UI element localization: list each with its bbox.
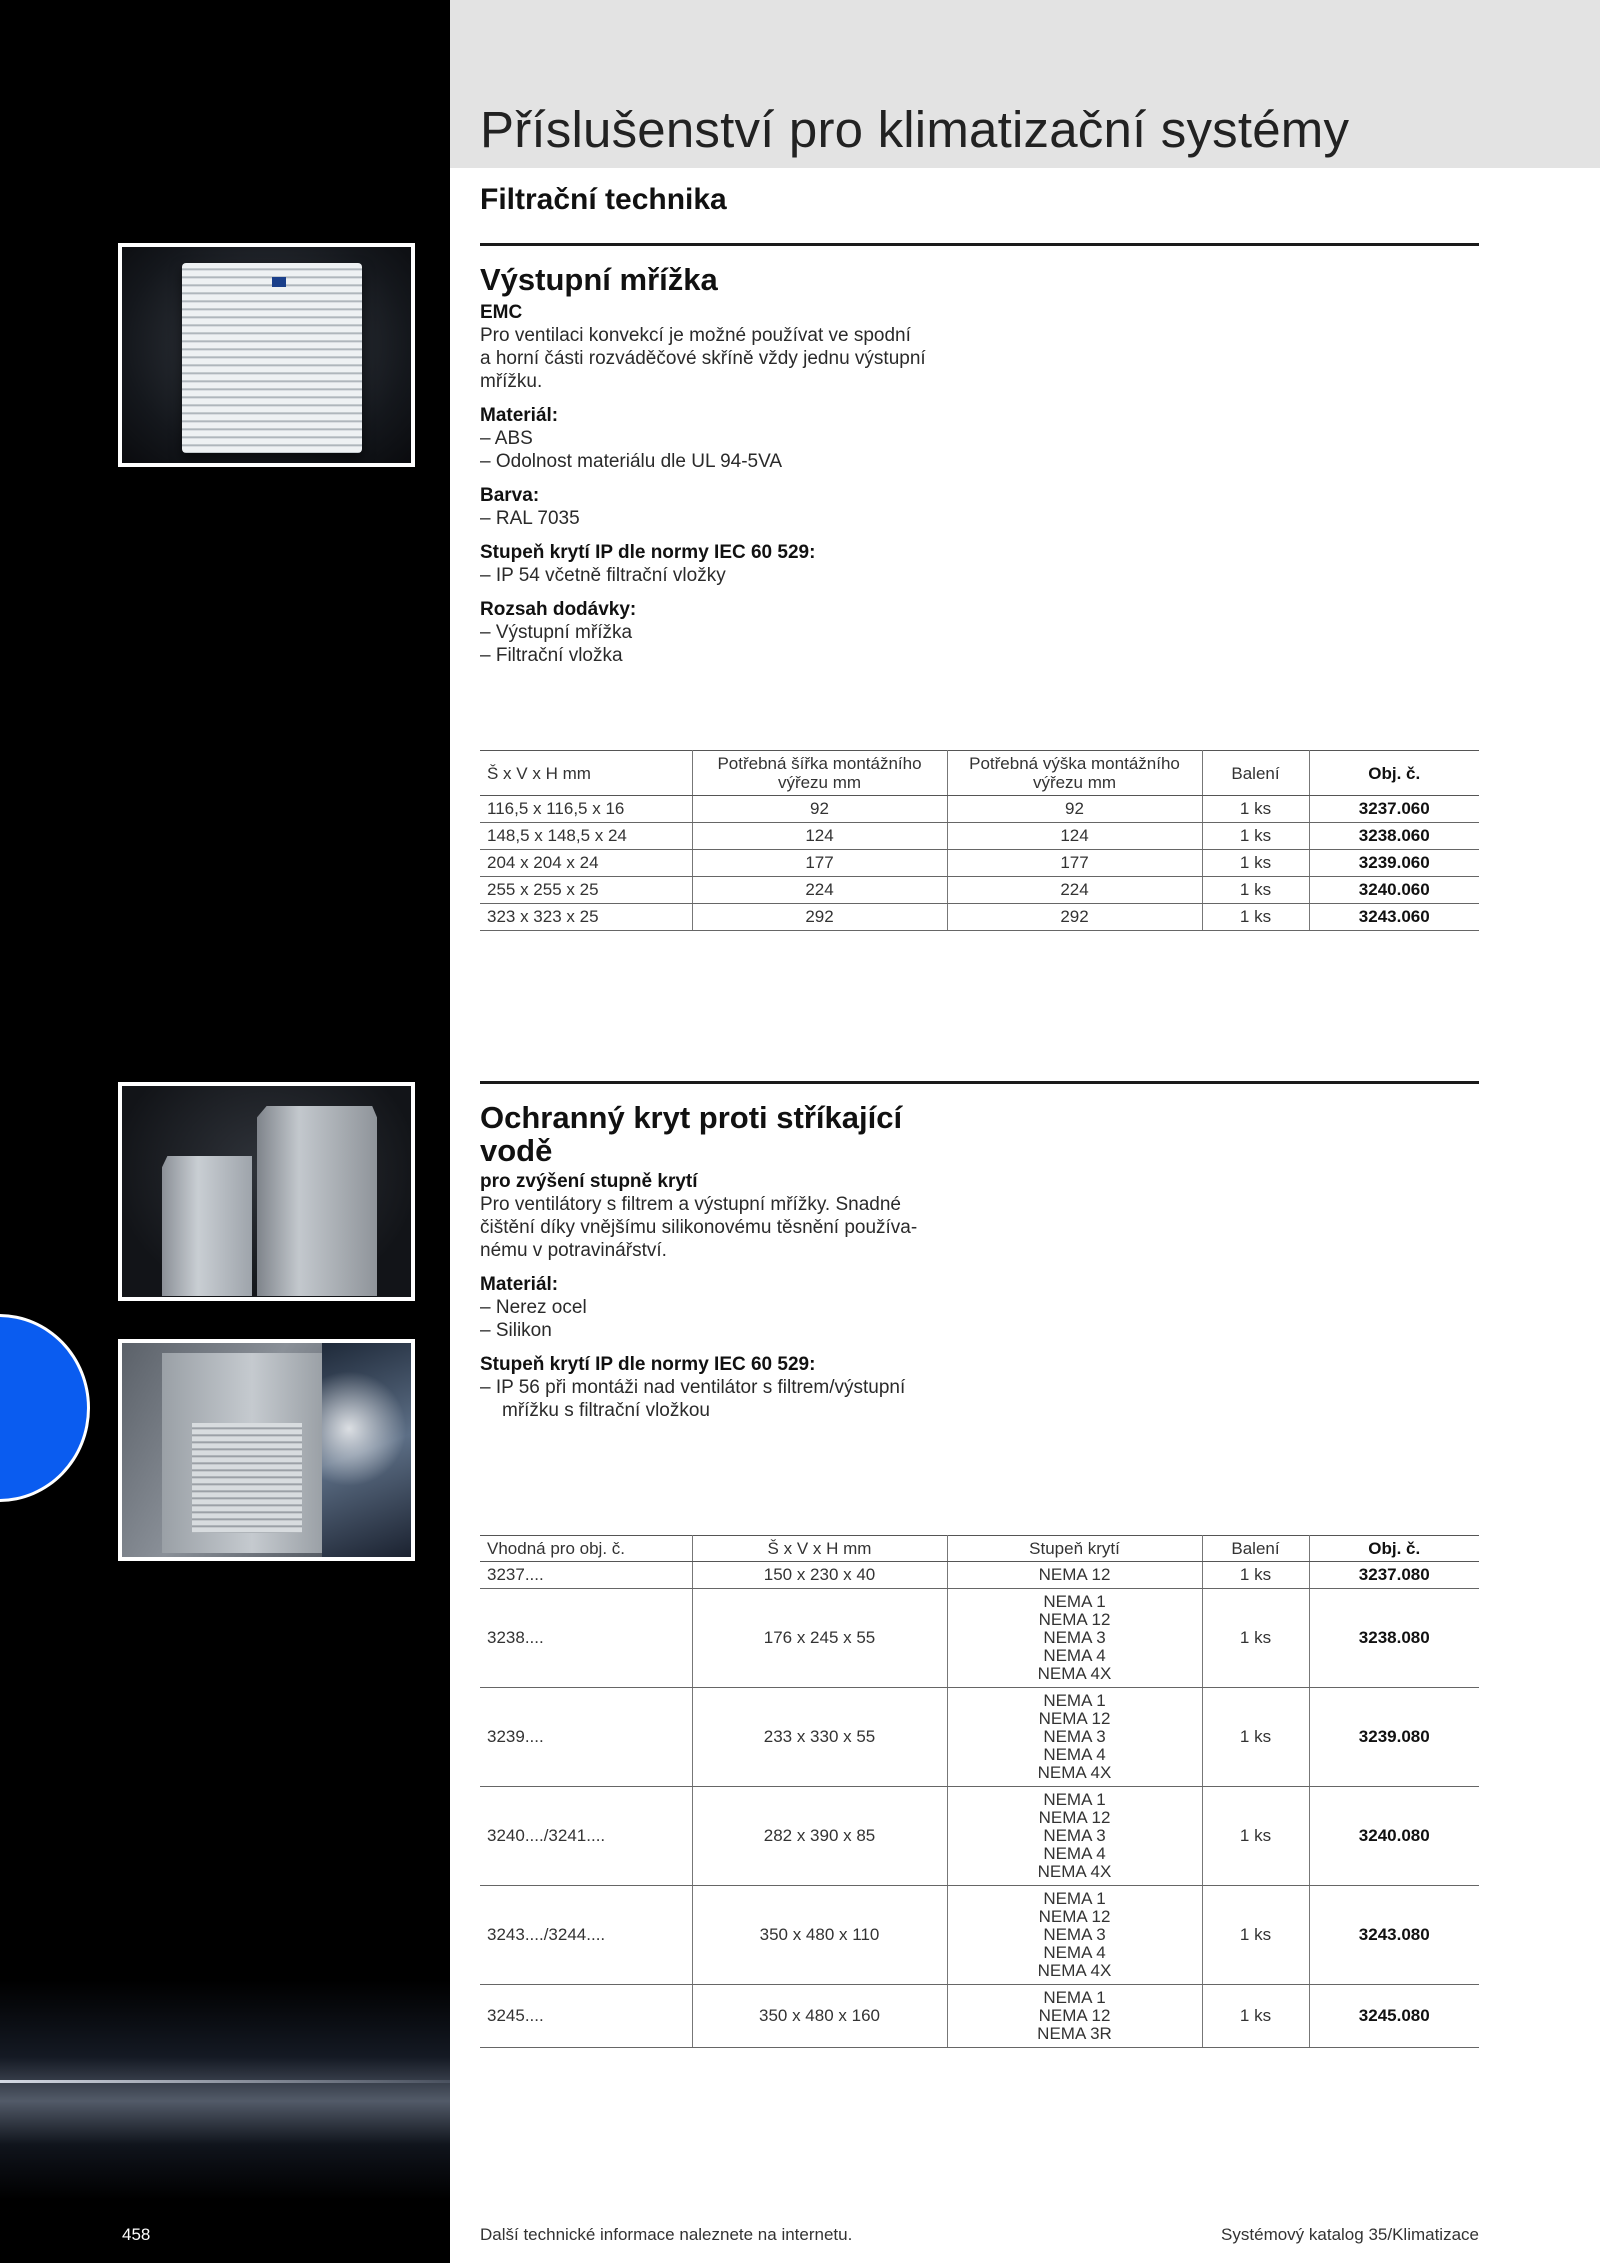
- protection-rating: NEMA 1: [1043, 1889, 1106, 1908]
- product-2-desc-line: nému v potravinářství.: [480, 1240, 667, 1261]
- order-number-cell: 3243.060: [1309, 904, 1479, 931]
- splash-cover-photo: [118, 1082, 415, 1301]
- table-row: [480, 796, 1479, 823]
- grille-image: [182, 263, 362, 453]
- protection-rating: NEMA 12: [1038, 1808, 1111, 1827]
- table-cell: 3240..../3241....: [480, 1787, 692, 1886]
- table-cell: 1 ks: [1202, 1985, 1309, 2048]
- material-label: Materiál:: [480, 405, 559, 426]
- material-item: – Silikon: [480, 1320, 552, 1341]
- table-row: [480, 1886, 1479, 1985]
- table-row: [480, 1562, 1479, 1589]
- product-2-desc-line: čištění díky vnějšímu silikonovému těsnění používa-: [480, 1217, 918, 1238]
- table-cell: 92: [947, 796, 1202, 823]
- table-cell: 1 ks: [1202, 877, 1309, 904]
- product-2-details: [480, 1170, 980, 1422]
- product-1-desc-line: Pro ventilaci konvekcí je možné používat ve spodní: [480, 325, 911, 346]
- table-cell: 3245....: [480, 1985, 692, 2048]
- protection-rating: NEMA 4X: [1037, 1664, 1112, 1683]
- protection-rating: NEMA 4: [1043, 1745, 1106, 1764]
- protection-rating: NEMA 3: [1043, 1826, 1106, 1845]
- table-cell: 177: [692, 850, 947, 877]
- table-cell: 224: [947, 877, 1202, 904]
- protection-rating: NEMA 12: [1038, 1565, 1111, 1584]
- table-cell: 350 x 480 x 110: [692, 1886, 947, 1985]
- table-cell: 1 ks: [1202, 1562, 1309, 1589]
- protection-rating: NEMA 1: [1043, 1790, 1106, 1809]
- ip-item: – IP 56 při montáži nad ventilátor s filtrem/výstupní mřížku s filtrační vložkou: [480, 1377, 906, 1421]
- column-header: Potřebná šířka montážního výřezu mm: [692, 751, 947, 796]
- chapter-tab-marker: [0, 1314, 90, 1502]
- product-2-title-line: Ochranný kryt proti stříkající: [480, 1100, 903, 1135]
- column-header: Balení: [1202, 751, 1309, 796]
- material-item: – Nerez ocel: [480, 1297, 587, 1318]
- column-header: Obj. č.: [1309, 751, 1479, 796]
- column-header: Potřebná výška montážního výřezu mm: [947, 751, 1202, 796]
- protection-rating: NEMA 3: [1043, 1727, 1106, 1746]
- table-cell: [947, 1886, 1202, 1985]
- table-cell: 1 ks: [1202, 904, 1309, 931]
- order-number-cell: 3238.080: [1309, 1589, 1479, 1688]
- ip-label: Stupeň krytí IP dle normy IEC 60 529:: [480, 1354, 816, 1375]
- table-row: [480, 823, 1479, 850]
- table-cell: 176 x 245 x 55: [692, 1589, 947, 1688]
- protection-rating: NEMA 4X: [1037, 1763, 1112, 1782]
- outlet-grille-photo: [118, 243, 415, 467]
- table-cell: 92: [692, 796, 947, 823]
- product-2-desc-line: Pro ventilátory s filtrem a výstupní mřížky. Snadné: [480, 1194, 901, 1215]
- order-number-cell: 3239.080: [1309, 1688, 1479, 1787]
- table-cell: 255 x 255 x 25: [480, 877, 692, 904]
- protection-rating: NEMA 4: [1043, 1943, 1106, 1962]
- column-header: Vhodná pro obj. č.: [480, 1536, 692, 1562]
- order-number-cell: 3240.080: [1309, 1787, 1479, 1886]
- table-cell: 233 x 330 x 55: [692, 1688, 947, 1787]
- protection-rating: NEMA 12: [1038, 1709, 1111, 1728]
- order-number-cell: 3240.060: [1309, 877, 1479, 904]
- protection-rating: NEMA 4X: [1037, 1862, 1112, 1881]
- order-number-cell: 3245.080: [1309, 1985, 1479, 2048]
- order-number-cell: 3237.080: [1309, 1562, 1479, 1589]
- protection-rating: NEMA 12: [1038, 2006, 1111, 2025]
- table-cell: 350 x 480 x 160: [692, 1985, 947, 2048]
- table-cell: 1 ks: [1202, 1787, 1309, 1886]
- table-cell: [947, 1589, 1202, 1688]
- table-row: [480, 1589, 1479, 1688]
- table-row: [480, 1688, 1479, 1787]
- table-cell: 292: [947, 904, 1202, 931]
- column-header: Stupeň krytí: [947, 1536, 1202, 1562]
- splash-water-photo: [118, 1339, 415, 1561]
- table-cell: 1 ks: [1202, 1688, 1309, 1787]
- table-cell: 282 x 390 x 85: [692, 1787, 947, 1886]
- section-subtitle: Filtrační technika: [480, 183, 727, 216]
- page-title: Příslušenství pro klimatizační systémy: [480, 101, 1350, 158]
- material-item: – Odolnost materiálu dle UL 94-5VA: [480, 451, 783, 472]
- protection-rating: NEMA 4: [1043, 1646, 1106, 1665]
- page-number: 458: [122, 2225, 151, 2244]
- column-header: Š x V x H mm: [692, 1536, 947, 1562]
- table-cell: 177: [947, 850, 1202, 877]
- table-cell: 224: [692, 877, 947, 904]
- table-cell: 1 ks: [1202, 796, 1309, 823]
- order-number-cell: 3238.060: [1309, 823, 1479, 850]
- ip-label: Stupeň krytí IP dle normy IEC 60 529:: [480, 542, 816, 563]
- table-row: [480, 877, 1479, 904]
- outlet-grille-table: [480, 750, 1479, 931]
- table-cell: [947, 1985, 1202, 2048]
- column-header: Balení: [1202, 1536, 1309, 1562]
- table-cell: 3238....: [480, 1589, 692, 1688]
- protection-rating: NEMA 3R: [1037, 2024, 1112, 2043]
- protection-rating: NEMA 12: [1038, 1610, 1111, 1629]
- table-row: [480, 1787, 1479, 1886]
- table-cell: 1 ks: [1202, 823, 1309, 850]
- column-header: Obj. č.: [1309, 1536, 1479, 1562]
- protection-rating: NEMA 1: [1043, 1988, 1106, 2007]
- scope-item: – Filtrační vložka: [480, 645, 623, 666]
- order-number-cell: 3237.060: [1309, 796, 1479, 823]
- table-cell: [947, 1787, 1202, 1886]
- protection-rating: NEMA 3: [1043, 1925, 1106, 1944]
- table-cell: 3237....: [480, 1562, 692, 1589]
- water-spray-image: [322, 1343, 412, 1557]
- product-1-desc-line: mřížku.: [480, 371, 543, 392]
- color-label: Barva:: [480, 485, 540, 506]
- sidebar-light-glow: [0, 1980, 450, 2200]
- table-cell: 3239....: [480, 1688, 692, 1787]
- section-divider-1: [480, 243, 1479, 246]
- material-label: Materiál:: [480, 1274, 559, 1295]
- footer-note: Další technické informace naleznete na internetu.: [480, 2225, 853, 2244]
- product-1-desc-line: a horní části rozváděčové skříně vždy jednu výstupní: [480, 348, 926, 369]
- table-cell: 124: [692, 823, 947, 850]
- table-cell: 323 x 323 x 25: [480, 904, 692, 931]
- table-cell: [947, 1562, 1202, 1589]
- large-cover-image: [257, 1106, 377, 1296]
- product-2-title-line: vodě: [480, 1133, 553, 1168]
- footer-catalog-name: Systémový katalog 35/Klimatizace: [1221, 2225, 1479, 2244]
- table-row: [480, 904, 1479, 931]
- product-1-details: [480, 301, 980, 667]
- scope-label: Rozsah dodávky:: [480, 599, 637, 620]
- table-cell: 1 ks: [1202, 1886, 1309, 1985]
- product-2-title: [480, 1101, 902, 1167]
- table-cell: 292: [692, 904, 947, 931]
- table-row: [480, 1985, 1479, 2048]
- table-cell: 3243..../3244....: [480, 1886, 692, 1985]
- protection-rating: NEMA 4X: [1037, 1961, 1112, 1980]
- ip-item: – IP 54 včetně filtrační vložky: [480, 565, 726, 586]
- section-divider-2: [480, 1081, 1479, 1084]
- order-number-cell: 3239.060: [1309, 850, 1479, 877]
- grille-logo-badge: [272, 277, 286, 287]
- scope-item: – Výstupní mřížka: [480, 622, 633, 643]
- table-cell: 116,5 x 116,5 x 16: [480, 796, 692, 823]
- color-item: – RAL 7035: [480, 508, 580, 529]
- protection-rating: NEMA 1: [1043, 1691, 1106, 1710]
- table-cell: 1 ks: [1202, 1589, 1309, 1688]
- small-cover-image: [162, 1156, 252, 1296]
- sidebar-light-streak: [0, 2080, 450, 2083]
- table-cell: 204 x 204 x 24: [480, 850, 692, 877]
- product-2-tag: pro zvýšení stupně krytí: [480, 1171, 698, 1192]
- material-item: – ABS: [480, 428, 533, 449]
- table-cell: 150 x 230 x 40: [692, 1562, 947, 1589]
- protection-rating: NEMA 4: [1043, 1844, 1106, 1863]
- product-1-title: Výstupní mřížka: [480, 262, 718, 297]
- column-header: Š x V x H mm: [480, 751, 692, 796]
- table-cell: 148,5 x 148,5 x 24: [480, 823, 692, 850]
- table-row: [480, 850, 1479, 877]
- table-cell: 1 ks: [1202, 850, 1309, 877]
- protection-rating: NEMA 12: [1038, 1907, 1111, 1926]
- protection-rating: NEMA 1: [1043, 1592, 1106, 1611]
- product-1-tag: EMC: [480, 302, 523, 323]
- vent-grille-image: [192, 1423, 302, 1533]
- table-cell: 124: [947, 823, 1202, 850]
- order-number-cell: 3243.080: [1309, 1886, 1479, 1985]
- protection-rating: NEMA 3: [1043, 1628, 1106, 1647]
- splash-cover-table: [480, 1535, 1479, 2048]
- table-cell: [947, 1688, 1202, 1787]
